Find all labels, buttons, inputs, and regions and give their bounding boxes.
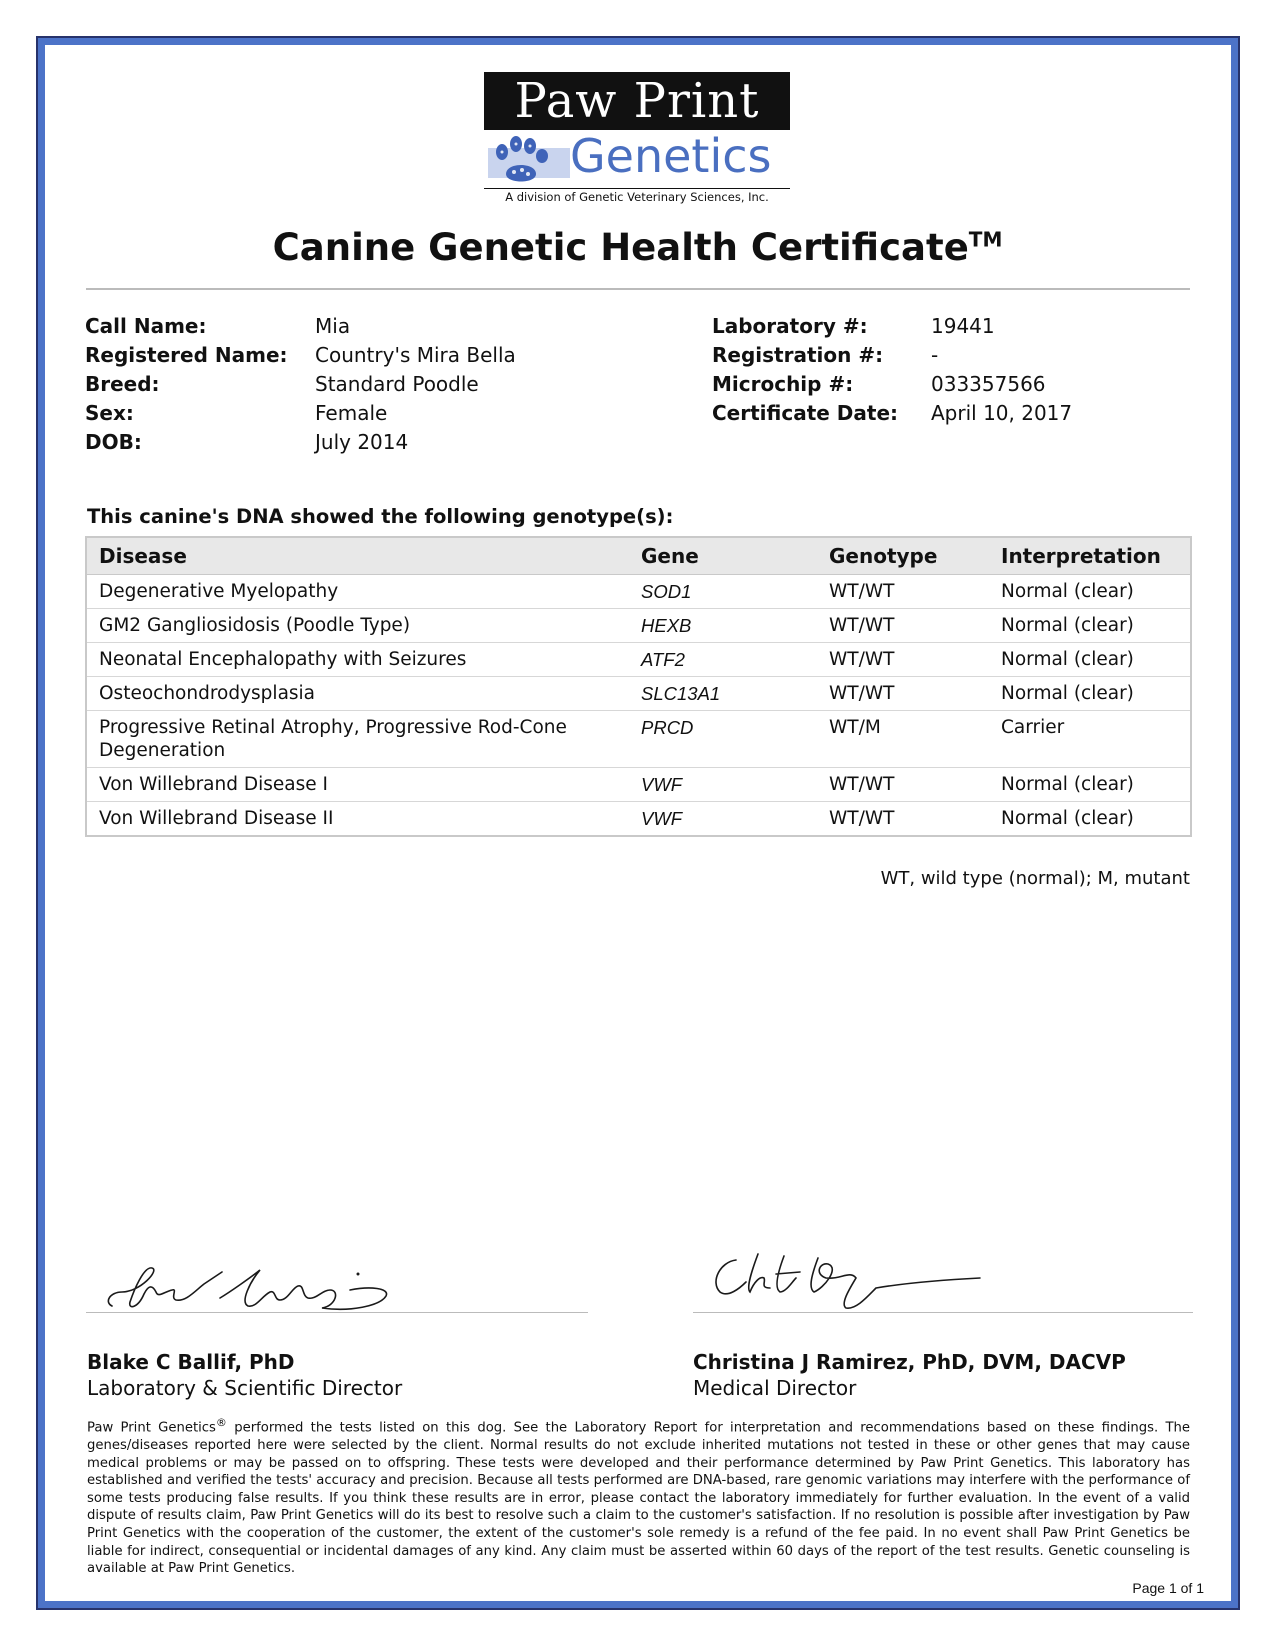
cell-gene: ATF2 bbox=[629, 643, 817, 677]
cell-disease: Progressive Retinal Atrophy, Progressive Rod-Cone Degeneration bbox=[86, 711, 629, 768]
info-value: - bbox=[931, 343, 939, 367]
cell-genotype: WT/WT bbox=[817, 609, 989, 643]
cell-interpretation: Normal (clear) bbox=[989, 677, 1191, 711]
info-label: Registered Name: bbox=[85, 343, 288, 367]
legal-disclaimer bbox=[87, 1414, 1190, 1578]
title-divider bbox=[86, 288, 1190, 290]
info-row-dob bbox=[85, 428, 516, 457]
genotype-legend-note: WT, wild type (normal); M, mutant bbox=[880, 868, 1190, 889]
cell-gene: HEXB bbox=[629, 609, 817, 643]
table-row bbox=[86, 711, 1191, 768]
cell-disease: Neonatal Encephalopathy with Seizures bbox=[86, 643, 629, 677]
cell-disease: Von Willebrand Disease II bbox=[86, 802, 629, 837]
info-value: Country's Mira Bella bbox=[315, 343, 516, 367]
cell-gene: SOD1 bbox=[629, 575, 817, 609]
cell-interpretation: Normal (clear) bbox=[989, 609, 1191, 643]
cell-genotype: WT/M bbox=[817, 711, 989, 768]
cell-gene: VWF bbox=[629, 802, 817, 837]
cell-genotype: WT/WT bbox=[817, 768, 989, 802]
cell-genotype: WT/WT bbox=[817, 677, 989, 711]
logo-tagline: A division of Genetic Veterinary Sciences, Inc. bbox=[505, 190, 769, 204]
cell-gene: PRCD bbox=[629, 711, 817, 768]
info-label: Registration #: bbox=[712, 343, 884, 367]
info-label: Laboratory #: bbox=[712, 314, 868, 338]
info-label: Certificate Date: bbox=[712, 401, 899, 425]
certificate-title-text: Canine Genetic Health Certificate bbox=[272, 226, 969, 269]
trademark-mark: TM bbox=[968, 227, 1003, 252]
genotype-heading: This canine's DNA showed the following genotype(s): bbox=[87, 505, 674, 528]
disclaimer-text: performed the tests listed on this dog. See the Laboratory Report for interpretation and recommendations based on these findings. The genes/diseases reported here were selected by the client. Normal results do not exclude inherited mutations not tested in these or other genes that may cause medical problems or may be passed on to offspring. These tests were developed and their performance determined by Paw Print Genetics. This laboratory has established and verified the tests' accuracy and precision. Because all tests performed are DNA-based, rare genomic variations may interfere with the performance of some tests producing false results. If you think these results are in error, please contact the laboratory immediately for further evaluation. In the event of a valid dispute of results claim, Paw Print Genetics will do its best to resolve such a claim to the customer's satisfaction. If no resolution is possible after investigation by Paw Print Genetics with the cooperation of the customer, the extent of the customer's sole remedy is a refund of the fee paid. In no event shall Paw Print Genetics be liable for indirect, consequential or incidental damages of any kind. Any claim must be asserted within 60 days of the report of the test results. Genetic counseling is available at Paw Print Genetics. bbox=[87, 1420, 1190, 1577]
signatory-role-1: Laboratory & Scientific Director bbox=[87, 1376, 403, 1400]
paw-icon bbox=[488, 134, 570, 190]
table-row bbox=[86, 677, 1191, 711]
signature-ramirez bbox=[700, 1248, 1000, 1318]
signature-line-2 bbox=[693, 1312, 1193, 1313]
dog-info-right bbox=[712, 312, 1072, 428]
info-row-microchip-number bbox=[712, 370, 1072, 399]
paw-print-genetics-logo bbox=[484, 72, 790, 206]
info-row-laboratory-number bbox=[712, 312, 1072, 341]
header-interpretation: Interpretation bbox=[989, 537, 1191, 575]
table-row bbox=[86, 768, 1191, 802]
info-value: April 10, 2017 bbox=[931, 401, 1073, 425]
signatory-name-1: Blake C Ballif, PhD bbox=[87, 1350, 295, 1374]
info-row-registered-name bbox=[85, 341, 516, 370]
logo-line2: Genetics bbox=[570, 129, 772, 183]
info-label: Call Name: bbox=[85, 314, 207, 338]
table-row bbox=[86, 609, 1191, 643]
dog-info-left bbox=[85, 312, 516, 457]
info-row-call-name bbox=[85, 312, 516, 341]
cell-genotype: WT/WT bbox=[817, 643, 989, 677]
logo-divider bbox=[484, 188, 790, 189]
cell-disease: Von Willebrand Disease I bbox=[86, 768, 629, 802]
cell-genotype: WT/WT bbox=[817, 802, 989, 837]
header-genotype: Genotype bbox=[817, 537, 989, 575]
disclaimer-company: Paw Print Genetics bbox=[87, 1420, 216, 1436]
info-label: DOB: bbox=[85, 430, 142, 454]
header-gene: Gene bbox=[629, 537, 817, 575]
cell-interpretation: Normal (clear) bbox=[989, 768, 1191, 802]
signatory-name-2: Christina J Ramirez, PhD, DVM, DACVP bbox=[693, 1350, 1126, 1374]
cell-disease: Degenerative Myelopathy bbox=[86, 575, 629, 609]
info-row-certificate-date bbox=[712, 399, 1072, 428]
info-label: Microchip #: bbox=[712, 372, 854, 396]
header-disease: Disease bbox=[86, 537, 629, 575]
cell-interpretation: Carrier bbox=[989, 711, 1191, 768]
info-row-sex bbox=[85, 399, 516, 428]
signatory-role-2: Medical Director bbox=[693, 1376, 857, 1400]
cell-disease: Osteochondrodysplasia bbox=[86, 677, 629, 711]
table-header-row bbox=[86, 537, 1191, 575]
info-value: 19441 bbox=[931, 314, 995, 338]
cell-gene: VWF bbox=[629, 768, 817, 802]
registered-mark: ® bbox=[215, 1416, 227, 1429]
info-label: Breed: bbox=[85, 372, 160, 396]
table-row bbox=[86, 802, 1191, 837]
genotype-table bbox=[85, 536, 1192, 837]
cell-interpretation: Normal (clear) bbox=[989, 575, 1191, 609]
cell-gene: SLC13A1 bbox=[629, 677, 817, 711]
info-value: Mia bbox=[315, 314, 351, 338]
page-number: Page 1 of 1 bbox=[1132, 1580, 1204, 1596]
cell-interpretation: Normal (clear) bbox=[989, 802, 1191, 837]
info-row-registration-number bbox=[712, 341, 1072, 370]
logo-line1: Paw Print bbox=[484, 72, 790, 130]
info-value: 033357566 bbox=[931, 372, 1046, 396]
info-value: July 2014 bbox=[315, 430, 409, 454]
info-row-breed bbox=[85, 370, 516, 399]
info-value: Female bbox=[315, 401, 388, 425]
table-row bbox=[86, 575, 1191, 609]
cell-interpretation: Normal (clear) bbox=[989, 643, 1191, 677]
cell-disease: GM2 Gangliosidosis (Poodle Type) bbox=[86, 609, 629, 643]
info-label: Sex: bbox=[85, 401, 134, 425]
table-row bbox=[86, 643, 1191, 677]
info-value: Standard Poodle bbox=[315, 372, 479, 396]
cell-genotype: WT/WT bbox=[817, 575, 989, 609]
certificate-title bbox=[0, 226, 1275, 269]
signature-line-1 bbox=[86, 1312, 588, 1313]
